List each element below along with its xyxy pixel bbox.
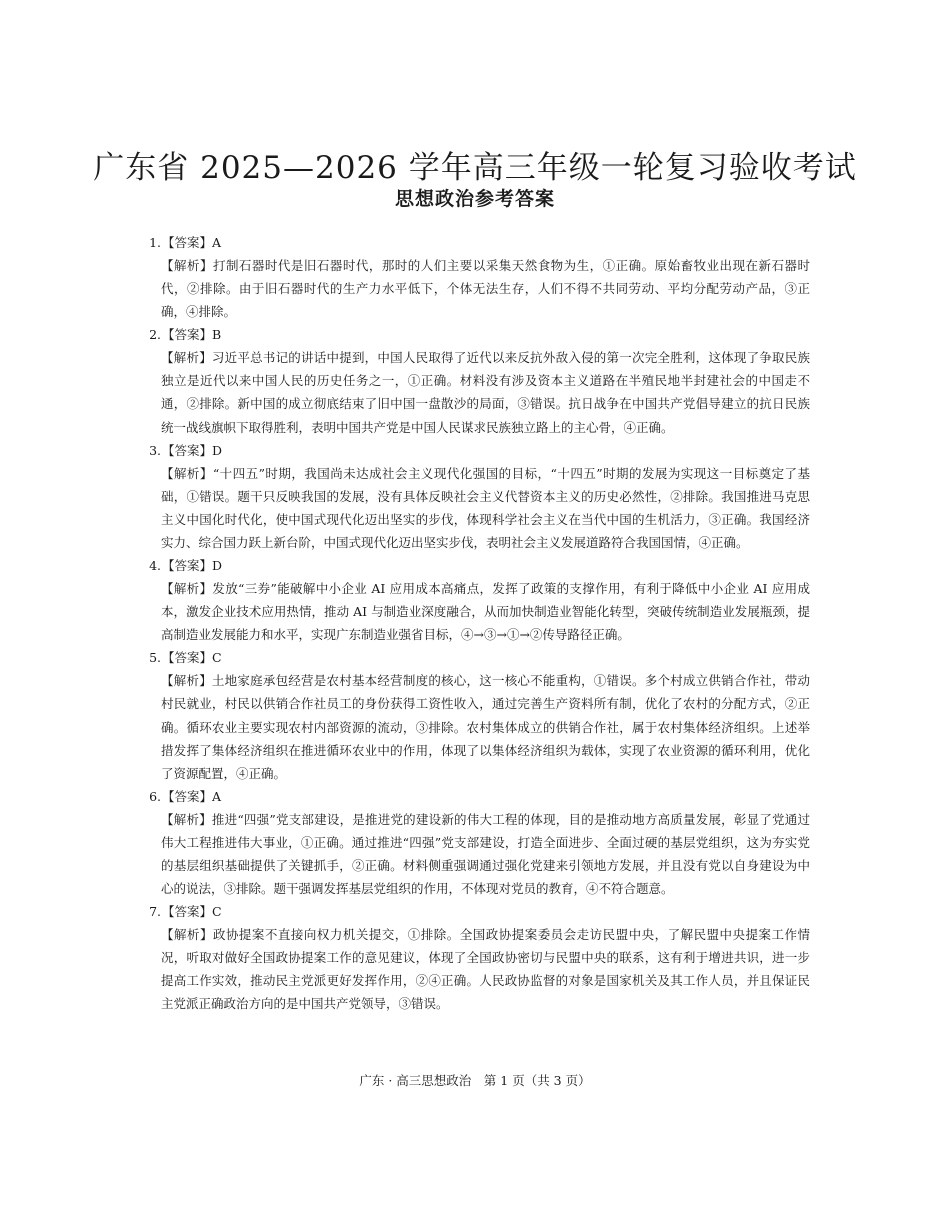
answer-line (142, 554, 810, 577)
document-title: 广东省 2025—2026 学年高三年级一轮复习验收考试 (93, 150, 857, 186)
answer-line (142, 646, 810, 669)
question-number: 5. (149, 650, 161, 666)
answer-label: 【答案】B (162, 327, 222, 343)
question-number: 6. (149, 788, 161, 804)
answer-label: 【答案】D (162, 558, 223, 574)
answer-list (142, 231, 810, 1016)
analysis-text: 【解析】发放“三券”能破解中小企业 AI 应用成本高痛点，发挥了政策的支撑作用，有利于降低中小企业 AI 应用成本，激发企业技术应用热情，推动 AI 与制造业深度融合，从而加快制造业智能化转型，突破传统制造业发展瓶颈，提高制造业发展能力和水平，实现广东制造业强省目标，④→③→①→②传导路径正确。 (161, 581, 810, 643)
question-number: 4. (149, 558, 161, 574)
question-number: 3. (149, 442, 161, 458)
answer-line (142, 900, 810, 923)
question-number: 2. (149, 327, 161, 343)
analysis-text: 【解析】推进“四强”党支部建设，是推进党的建设新的伟大工程的体现，目的是推动地方高质量发展，彰显了党通过伟大工程推进伟大事业，①正确。通过推进“四强”党支部建设，打造全面进步、全面过硬的基层党组织，这为夯实党的基层组织基础提供了关键抓手，②正确。材料侧重强调通过强化党建来引领地方发展，并且没有党以自身建设为中心的说法，③排除。题干强调发挥基层党组织的作用，不体现对党员的教育，④不符合题意。 (161, 811, 810, 897)
question-4 (142, 554, 810, 646)
analysis-text: 【解析】“十四五”时期，我国尚未达成社会主义现代化强国的目标，“十四五”时期的发展为实现这一目标奠定了基础，①错误。题干只反映我国的发展，没有具体反映社会主义代替资本主义的历史必然性，②排除。我国推进马克思主义中国化时代化，使中国式现代化迈出坚实的步伐，体现科学社会主义在当代中国的生机活力，③正确。我国经济实力、综合国力跃上新台阶，中国式现代化迈出坚实步伐，表明社会主义发展道路符合我国国情，④正确。 (161, 465, 810, 550)
answer-line (142, 439, 810, 462)
analysis-text: 【解析】习近平总书记的讲话中提到，中国人民取得了近代以来反抗外敌入侵的第一次完全胜利，这体现了争取民族独立是近代以来中国人民的历史任务之一，①正确。材料没有涉及资本主义道路在半殖民地半封建社会的中国走不通，②排除。新中国的成立彻底结束了旧中国一盘散沙的局面，③错误。抗日战争在中国共产党倡导建立的抗日民族统一战线旗帜下取得胜利，表明中国共产党是中国人民谋求民族独立路上的主心骨，④正确。 (161, 350, 810, 435)
answer-label: 【答案】C (162, 904, 222, 920)
question-7 (142, 900, 810, 1015)
answer-label: 【答案】C (162, 650, 222, 666)
question-number: 7. (149, 904, 161, 920)
answer-label: 【答案】A (162, 235, 222, 250)
question-number: 1. (149, 235, 161, 250)
answer-label: 【答案】D (162, 442, 223, 458)
page-footer: 广东 · 高三思想政治 第 1 页（共 3 页） (359, 1073, 591, 1088)
question-2 (142, 323, 810, 438)
question-6 (142, 785, 810, 900)
answer-line (142, 785, 810, 808)
answer-line (142, 231, 810, 254)
answer-label: 【答案】A (162, 788, 222, 804)
analysis-text: 【解析】政协提案不直接向权力机关提交，①排除。全国政协提案委员会走访民盟中央，了解民盟中央提案工作情况，听取对做好全国政协提案工作的意见建议，体现了全国政协密切与民盟中央的联系，这有利于增进共识，进一步提高工作实效，推动民主党派更好发挥作用，②④正确。人民政协监督的对象是国家机关及其工作人员，并且保证民主党派正确政治方向的是中国共产党领导，③错误。 (161, 927, 810, 1012)
answer-line (142, 323, 810, 346)
question-3 (142, 439, 810, 554)
analysis-text: 【解析】打制石器时代是旧石器时代，那时的人们主要以采集天然食物为生，①正确。原始畜牧业出现在新石器时代，②排除。由于旧石器时代的生产力水平低下，个体无法生存，人们不得不共同劳动、平均分配劳动产品，③正确，④排除。 (161, 258, 810, 320)
question-5 (142, 646, 810, 784)
question-1 (142, 231, 810, 323)
analysis-text: 【解析】土地家庭承包经营是农村基本经营制度的核心，这一核心不能重构，①错误。多个村成立供销合作社，带动村民就业，村民以供销合作社员工的身份获得工资性收入，通过完善生产资料所有制，优化了农村的分配方式，②正确。循环农业主要实现农村内部资源的流动，③排除。农村集体成立的供销合作社，属于农村集体经济组织。上述举措发挥了集体经济组织在推进循环农业中的作用，体现了以集体经济组织为载体，实现了农业资源的循环利用，优化了资源配置，④正确。 (161, 673, 810, 781)
document-subtitle: 思想政治参考答案 (394, 188, 555, 210)
